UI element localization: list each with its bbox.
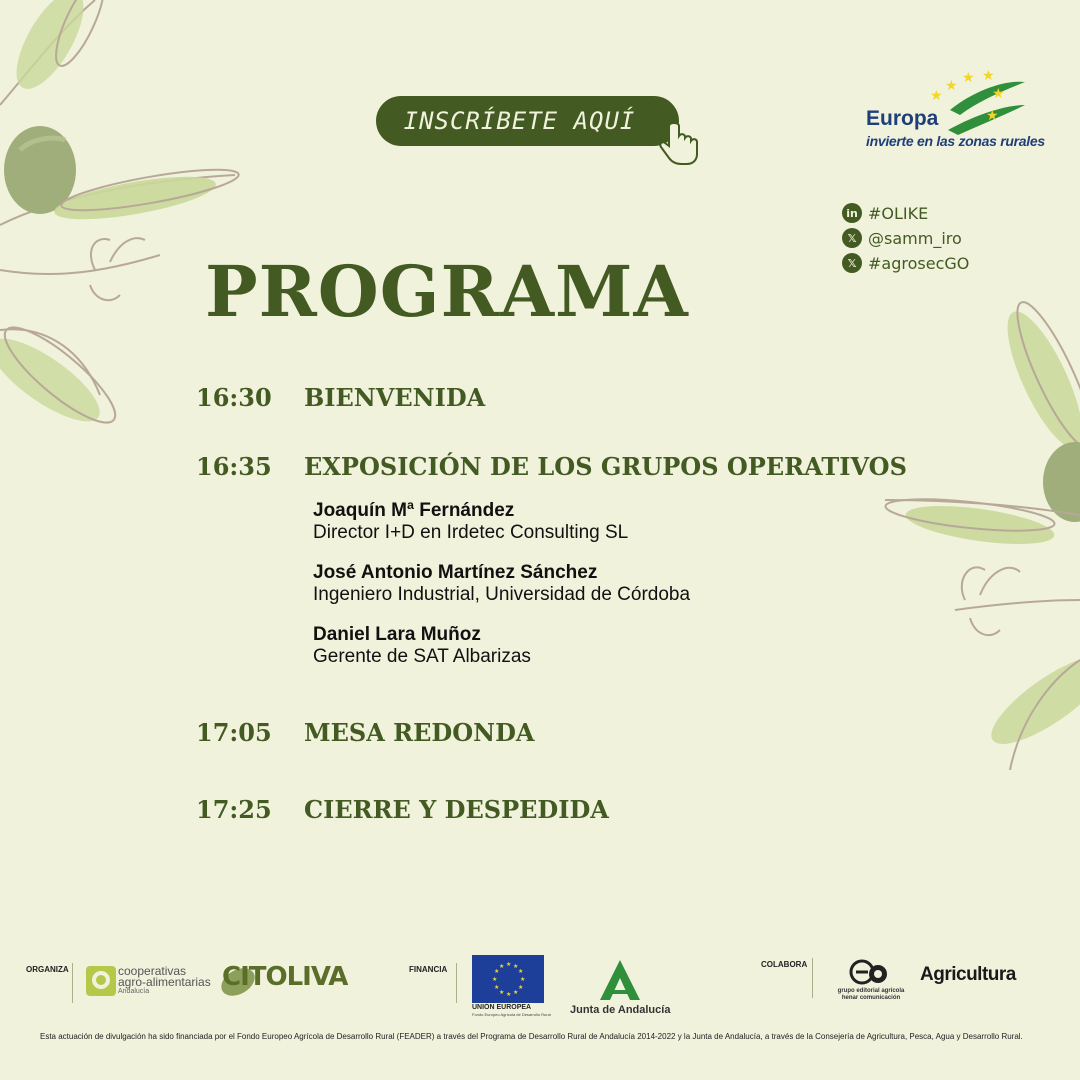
svg-text:★: ★ [986,108,999,124]
europa-logo-tagline: invierte en las zonas rurales [866,133,1045,149]
social-x-2[interactable] [842,253,969,273]
eu-flag-icon [472,955,544,1003]
svg-text:★: ★ [982,70,995,84]
speaker-name: José Antonio Martínez Sánchez [313,562,598,583]
social-x-1[interactable] [842,228,962,248]
pointing-hand-icon [655,120,703,168]
speaker-role: Gerente de SAT Albarizas [313,646,531,667]
coop-line-2: agro-alimentarias [118,975,211,989]
linkedin-icon: in [842,203,862,223]
register-button-label: INSCRÍBETE AQUÍ [403,107,636,135]
svg-text:★: ★ [992,86,1005,102]
social-handle: #OLIKE [868,203,929,223]
gea-logo-text [828,988,914,1002]
cooperativas-logo [118,966,211,995]
gea-line-1: grupo editorial agrícola [837,988,905,994]
schedule-time: 16:30 [196,383,272,412]
speaker-role: Ingeniero Industrial, Universidad de Córdoba [313,584,691,605]
schedule-time: 16:35 [196,452,272,481]
social-handle: #agrosecGO [868,253,970,273]
speaker-entry [313,624,531,668]
organiza-label: ORGANIZA [26,965,69,974]
svg-text:★: ★ [506,961,512,968]
svg-text:★: ★ [518,968,524,975]
social-linkedin[interactable] [842,203,928,223]
footer-divider [812,958,813,998]
junta-andalucia-text: Junta de Andalucía [570,1004,671,1016]
schedule-item: BIENVENIDA [304,383,486,412]
olive-branch-top-left-icon [0,0,260,440]
x-icon: 𝕏 [842,253,862,273]
svg-text:★: ★ [506,991,512,998]
footer-divider [456,963,457,1003]
svg-text:★: ★ [499,963,505,970]
junta-andalucia-logo-icon [598,958,642,1002]
schedule-item: CIERRE Y DESPEDIDA [304,795,609,824]
register-button[interactable] [376,96,679,146]
schedule-item: EXPOSICIÓN DE LOS GRUPOS OPERATIVOS [304,452,907,481]
x-icon: 𝕏 [842,228,862,248]
gea-line-2: henar comunicación [841,995,901,1001]
funding-disclaimer: Esta actuación de divulgación ha sido financiada por el Fondo Europeo Agrícola de Desarrollo Rural (FEADER) a través del Programa de Desarrollo Rural de Andalucía 2014-2022 y la Junta de Andalucía, a través de la Consejería de Agricultura, Pesca, Agua y Desarrollo Rural. [40,1032,1023,1041]
svg-text:★: ★ [492,976,498,983]
cooperativas-logo-icon [86,966,116,996]
schedule-item: MESA REDONDA [304,718,535,747]
svg-text:★: ★ [513,963,519,970]
svg-text:★: ★ [518,984,524,991]
page-title: PROGRAMA [205,250,689,333]
svg-text:★: ★ [513,989,519,996]
svg-text:★: ★ [962,70,975,86]
schedule-time: 17:05 [196,718,272,747]
footer-divider [72,963,73,1003]
coop-line-3: Andalucía [118,988,150,995]
svg-text:★: ★ [930,88,943,104]
speaker-role: Director I+D en Irdetec Consulting SL [313,522,629,543]
speaker-entry [313,562,690,606]
social-handle: @samm_iro [868,228,962,248]
speaker-name: Joaquín Mª Fernández [313,500,515,521]
schedule-time: 17:25 [196,795,272,824]
svg-text:★: ★ [494,984,500,991]
eu-stars-icon [472,955,544,1003]
svg-text:★: ★ [494,968,500,975]
citoliva-logo: CITOLIVA [222,962,348,992]
financia-label: FINANCIA [409,965,448,974]
colabora-label: COLABORA [761,960,808,969]
svg-text:★: ★ [520,976,526,983]
coop-line-1: cooperativas [118,964,187,978]
agricultura-logo: Agricultura [920,964,1016,985]
speaker-entry [313,500,628,544]
europa-logo-word: Europa [866,107,939,130]
speaker-name: Daniel Lara Muñoz [313,624,481,645]
olive-branch-right-icon [870,300,1080,770]
gea-logo-icon [848,958,892,988]
eu-sub-label: Fondo Europeo Agrícola de Desarrollo Rural [472,1012,551,1017]
svg-text:★: ★ [499,989,505,996]
eu-label: UNIÓN EUROPEA [472,1004,532,1011]
svg-text:★: ★ [945,78,958,94]
